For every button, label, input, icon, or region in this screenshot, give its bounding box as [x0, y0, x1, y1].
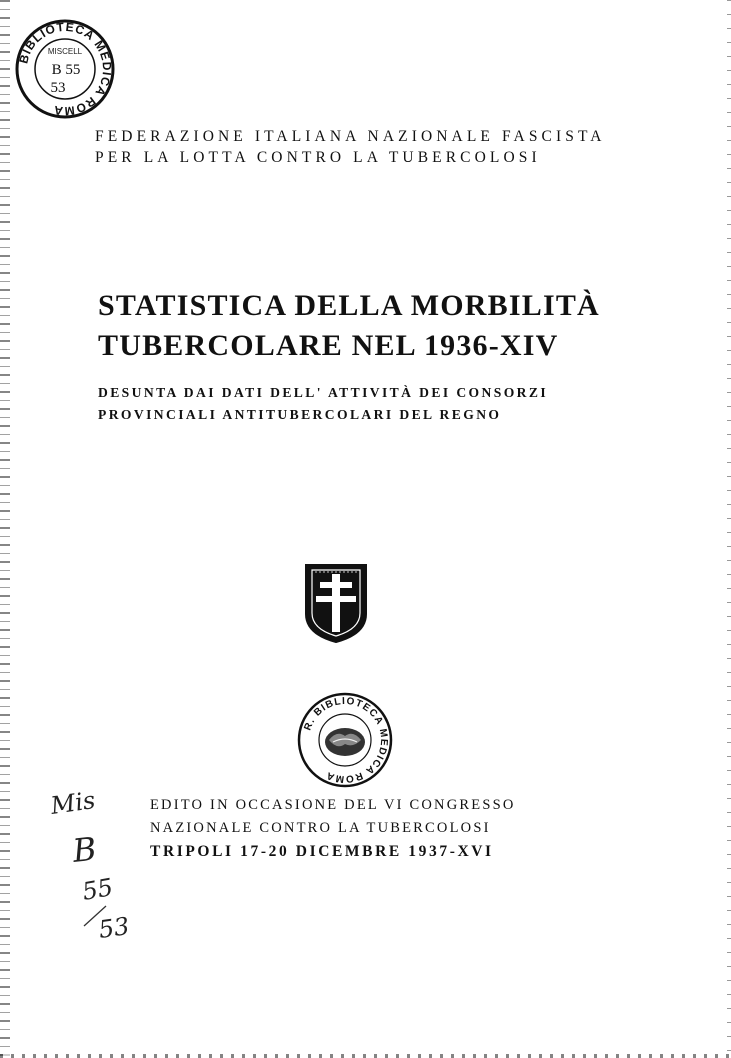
scan-edge-right: [727, 0, 731, 1058]
handwritten-shelf-note: [44, 780, 164, 950]
edition-info: [150, 794, 590, 863]
stamp-top-ring-text: BIBLIOTECA MEDICA ROMA: [16, 19, 115, 119]
title-line-2: TUBERCOLARE NEL 1936-XIV: [98, 329, 559, 362]
organization-line-2: PER LA LOTTA CONTRO LA TUBERCOLOSI: [95, 149, 541, 166]
library-stamp-middle: [293, 690, 397, 790]
library-stamp-top: [10, 14, 120, 124]
subtitle-line-2: PROVINCIALI ANTITUBERCOLARI DEL REGNO: [98, 407, 502, 422]
scan-edge-bottom: [0, 1054, 731, 1058]
edition-line-2: NAZIONALE CONTRO LA TUBERCOLOSI: [150, 820, 491, 836]
edition-line-1: EDITO IN OCCASIONE DEL VI CONGRESSO: [150, 797, 516, 813]
subtitle-line-1: DESUNTA DAI DATI DELL' ATTIVITÀ DEI CONSORZI: [98, 385, 549, 400]
scan-edge-left: [0, 0, 10, 1058]
stamp-top-shelf-line1: MISCELL: [47, 47, 83, 56]
document-title: [98, 286, 618, 366]
handwritten-line-3: 55: [80, 873, 116, 906]
handwritten-line-1: Mis: [48, 786, 97, 820]
handwritten-line-2: B: [70, 829, 99, 870]
handwritten-line-4: 53: [96, 911, 132, 944]
document-subtitle: [98, 382, 618, 426]
stamp-top-shelf-line3: 53: [50, 80, 66, 96]
stamp-middle-crest-icon: [325, 728, 365, 756]
organization-line-1: FEDERAZIONE ITALIANA NAZIONALE FASCISTA: [95, 128, 606, 145]
edition-line-3: TRIPOLI 17-20 DICEMBRE 1937-XVI: [150, 843, 494, 860]
title-line-1: STATISTICA DELLA MORBILITÀ: [98, 289, 600, 322]
double-cross-shield-icon: [303, 562, 369, 644]
stamp-top-shelf-line2: B 55: [51, 62, 81, 78]
organization-header: [95, 126, 615, 168]
stamp-middle-ring-text: R. BIBLIOTECA MEDICA ROMA: [302, 695, 390, 785]
